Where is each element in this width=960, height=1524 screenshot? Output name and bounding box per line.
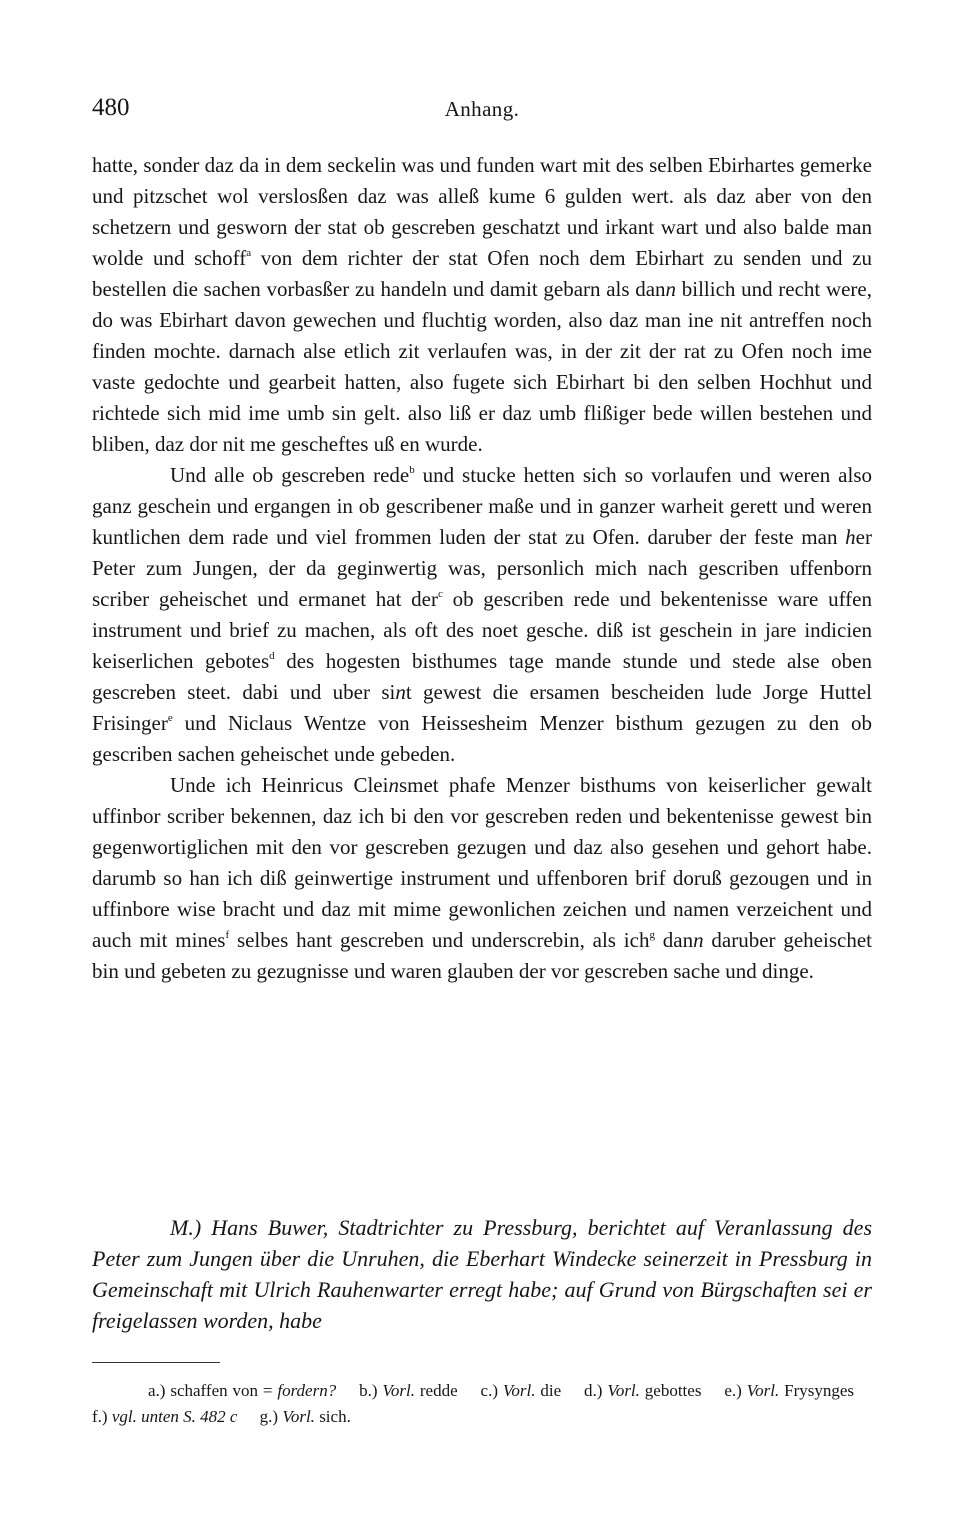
paragraph: Unde ich Heinricus Cleinsmet phafe Menzer bisthums von keiserlicher gewalt uffinbor scriber bekennen, daz ich bi den vor gescreben reden und bekentenisse gewest bin gegenwortiglichen mit den vor gescreben gezugen und daz also gesehen und gehort habe. darumb so han ich diß geinwertige instrument und uffenboren brif doruß gezougen und in uffinbore wise bracht und daz mit mime gewonlichen zeichen und namen verzeichent und auch mit mines$^f$ selbes hant gescreben und underscrebin, als ich$^g$ dann daruber geheischet bin und gebeten zu gezugnisse und waren glauben der vor gescreben sache und dinge.: [92, 773, 872, 983]
italic-text: Vorl.: [382, 1381, 415, 1400]
footnote: b.) Vorl. redde: [359, 1381, 458, 1400]
italic-text: n: [395, 680, 406, 704]
footnote-mark: e: [167, 712, 173, 724]
paragraph: hatte, sonder daz da in dem seckelin was und funden wart mit des selben Ebirhartes gemerke und pitzschet wol verslosßen daz was alleß kume 6 gulden wert. als daz aber von den schetzern und gesworn der stat ob gescreben geschatzt und irkant wart und also balde man wolde und schoff$^a$ von dem richter der stat Ofen noch dem Ebirhart zu senden und zu bestellen die sachen vorbasßer zu handeln und damit gebarn als dann billich und recht were, do was Ebirhart davon gewechen und fluchtig worden, also daz man ine nit antreffen noch finden mochte. darnach alse etlich zit verlaufen was, in der zit der rat zu Ofen noch ime vaste gedochte und gearbeit hatten, also fugete sich Ebirhart bi den selben Hochhut und richtede sich mid ime umb sin gelt. also liß er daz umb flißiger bede willen bestehen und bliben, daz dor nit me gescheftes uß en wurde.: [92, 153, 872, 456]
italic-text: n: [693, 928, 704, 952]
italic-text: Vorl.: [746, 1381, 780, 1400]
body-text: [92, 150, 872, 987]
footnote-divider: [92, 1362, 220, 1363]
italic-text: fordern?: [277, 1381, 337, 1400]
footnote: f.) vgl. unten S. 482 c: [92, 1407, 238, 1426]
footnote: a.) schaffen von = fordern?: [148, 1381, 337, 1400]
page-number: 480: [92, 94, 130, 121]
footnote: g.) Vorl. sich.: [259, 1407, 351, 1426]
footnote: c.) Vorl. die: [480, 1381, 562, 1400]
section-heading: [92, 1212, 872, 1336]
footnote-mark: c: [437, 588, 443, 600]
section-heading-text: Hans Buwer, Stadtrichter zu Pressburg, berichtet auf Veranlassung des Peter zum Jungen über die Unruhen, die Eberhart Windecke seinerzeit in Pressburg in Gemeinschaft mit Ulrich Rauhenwarter erregt habe; auf Grund von Bürgschaften sei er freigelassen worden, habe: [92, 1215, 873, 1333]
footnote-mark: f: [225, 929, 230, 941]
italic-text: Vorl.: [282, 1407, 315, 1426]
paragraph: Und alle ob gescreben rede$^b$ und stucke hetten sich so vorlaufen und weren also ganz geschein und ergangen in ob gescribener maße und in ganzer warheit gerett und weren kuntlichen dem rade und viel frommen luden der stat zu Ofen. daruber der feste man her Peter zum Jungen, der da geginwertig was, personlich mich nach gescriben uffenborn scriber geheischet und ermanet hat der$^c$ ob gescriben rede und bekentenisse ware uffen instrument und brief zu machen, als oft des noet gesche. diß ist geschein in jare indicien keiserlichen gebotes$^d$ des hogesten bisthumes tage mande stunde und stede alse oben gescreben steet. dabi und uber sint gewest die ersamen bescheiden lude Jorge Huttel Frisinger$^e$ und Niclaus Wentze von Heissesheim Menzer bisthum gezugen zu den ob gescriben sachen geheischet unde gebeden.: [92, 463, 872, 766]
footnote: d.) Vorl. gebottes: [584, 1381, 702, 1400]
italic-text: n: [388, 773, 399, 797]
footnote-mark: a: [246, 247, 252, 259]
section-label: M.): [170, 1215, 202, 1240]
italic-text: Vorl.: [607, 1381, 640, 1400]
footnote-mark: b: [409, 464, 415, 476]
italic-text: vgl. unten S. 482 c: [111, 1407, 238, 1426]
running-head: Anhang.: [444, 97, 520, 121]
footnote-mark: g: [649, 929, 655, 941]
italic-text: Vorl.: [502, 1381, 536, 1400]
italic-text: n: [665, 277, 677, 301]
page-header: [92, 94, 872, 126]
footnote-mark: d: [269, 650, 275, 662]
footnote: e.) Vorl. Frysynges: [724, 1381, 855, 1400]
footnotes: [92, 1378, 872, 1430]
italic-text: h: [845, 525, 856, 549]
